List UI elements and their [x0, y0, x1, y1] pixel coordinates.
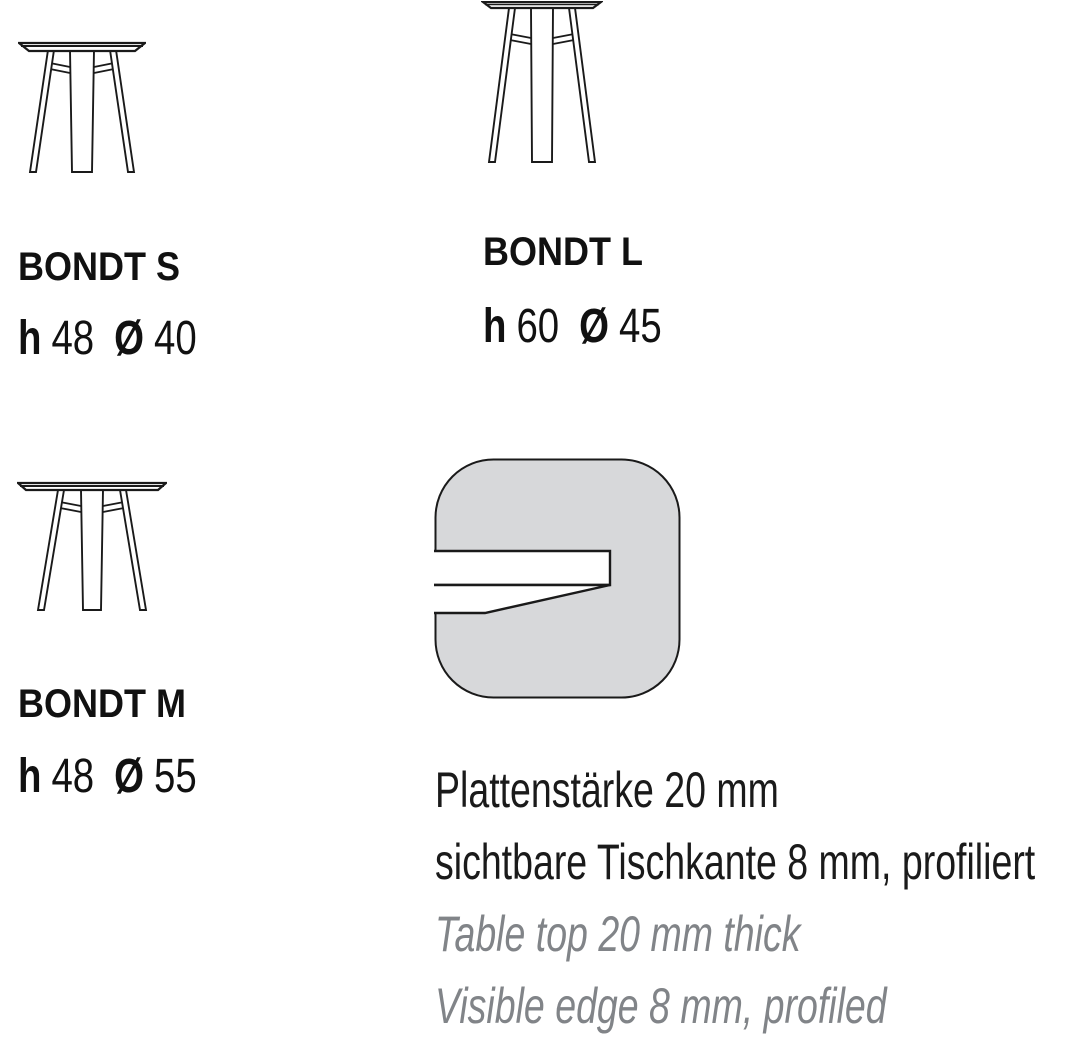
product-spec-bondt-m [18, 750, 241, 803]
visible-edge-band [434, 551, 610, 585]
bondt-m-table-drawing [17, 481, 167, 613]
right-leg [120, 490, 146, 610]
left-leg [30, 50, 54, 172]
right-leg [569, 8, 595, 162]
product-spec-bondt-s [18, 312, 241, 365]
product-name-bondt-l [483, 232, 661, 272]
bondt-s-table-drawing [18, 41, 146, 175]
left-leg [38, 490, 64, 610]
product-name-bondt-m [18, 684, 205, 724]
diameter-value: 40 [153, 312, 197, 365]
height-label: h [18, 312, 42, 365]
diameter-value: 55 [153, 750, 197, 803]
product-name-bondt-s [18, 247, 198, 287]
diameter-symbol: Ø [114, 312, 144, 365]
right-leg [110, 50, 134, 172]
edge-profile-detail-drawing [434, 458, 681, 699]
height-label: h [483, 300, 507, 353]
left-leg [489, 8, 515, 162]
description-en-line-1: Table top 20 mm thick [435, 906, 801, 962]
product-spec-bondt-l [483, 300, 706, 353]
diameter-value: 45 [618, 300, 662, 353]
height-value: 60 [516, 300, 560, 353]
product-name-text: BONDT L [483, 230, 643, 274]
edge-detail-description [435, 754, 1076, 1042]
diameter-symbol: Ø [579, 300, 609, 353]
height-value: 48 [51, 750, 95, 803]
center-leg [81, 490, 103, 610]
center-leg [70, 50, 94, 172]
bondt-l-table-drawing [481, 1, 603, 169]
diameter-symbol: Ø [114, 750, 144, 803]
product-name-text: BONDT S [18, 245, 180, 289]
product-name-text: BONDT M [18, 682, 186, 726]
table-top [19, 43, 145, 51]
description-en-line-2: Visible edge 8 mm, profiled [435, 978, 887, 1034]
height-value: 48 [51, 312, 95, 365]
description-de-line-2: sichtbare Tischkante 8 mm, profiliert [435, 834, 1036, 890]
description-de-line-1: Plattenstärke 20 mm [435, 762, 779, 818]
height-label: h [18, 750, 42, 803]
center-leg [531, 8, 553, 162]
